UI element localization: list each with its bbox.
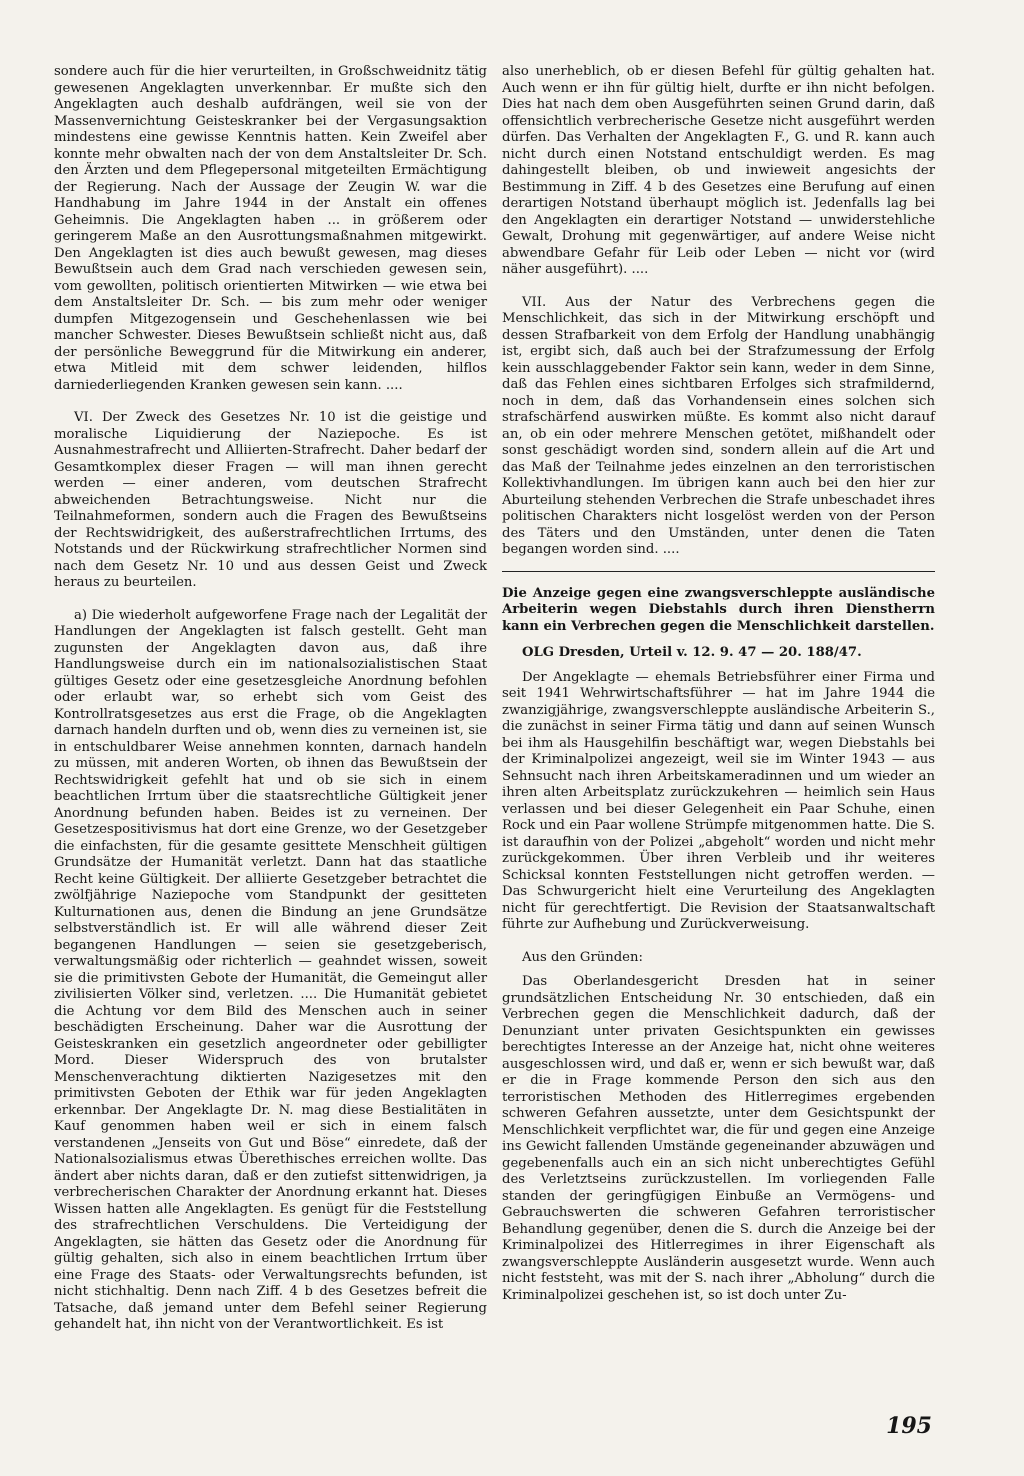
paragraph-continuation-right: also unerheblich, ob er diesen Befehl für gültig gehalten hat. Auch wenn er ihn für gültig hielt, durfte er ihn nicht befolgen. Dies hat nach dem oben Ausgeführten seinen Grund darin, daß offensichtlich verbrecherische Gesetze nicht ausgeführt werden dürfen. Das Verhalten der Angeklagten F., G. und R. kann auch nicht durch einen Notstand entschuldigt werden. Es mag dahingestellt bleiben, ob und inwieweit angesichts der Bestimmung in Ziff. 4 b des Gesetzes eine Berufung auf einen derartigen Notstand überhaupt möglich ist. Jedenfalls lag bei den Angeklagten ein derartiger Notstand — unwiderstehliche Gewalt, Drohung mit gegenwärtiger, auf andere Weise nicht abwendbare Gefahr für Leib oder Leben — nicht vor (wird näher ausgeführt). .... (502, 64, 935, 277)
page-number: 195 (886, 1413, 932, 1439)
paragraph-section-vii: VII. Aus der Natur des Verbrechens gegen die Menschlichkeit, das sich in der Mitwirkung erschöpft und dessen Strafbarkeit von dem Erfolg der Handlung unabhängig ist, ergibt sich, daß auch bei der Strafzumessung der Erfolg kein ausschlaggebender Faktor sein kann, weder in dem Sinne, daß das Fehlen eines sichtbaren Erfolges sich strafmildernd, noch in dem, daß das Vorhandensein eines solchen sich strafschärfend auswirken müßte. Es kommt also nicht darauf an, ob ein oder mehrere Menschen getötet, mißhandelt oder sonst geschädigt worden sind, sondern allein auf die Art und das Maß der Teilnahme jedes einzelnen an den terroristischen Kollektivhandlungen. Im übrigen kann auch bei den hier zur Aburteilung stehenden Verbrechen die Strafe unbeschadet ihres politischen Charakters nicht losgelöst werden von der Person des Täters und den Umständen, unter denen die Taten begangen worden sind. .... (502, 294, 935, 557)
right-column (502, 64, 935, 1304)
section-divider (502, 571, 935, 572)
case-citation: OLG Dresden, Urteil v. 12. 9. 47 — 20. 188/47. (522, 645, 862, 660)
case-facts: Der Angeklagte — ehemals Betriebsführer einer Firma und seit 1941 Wehrwirtschaftsführer — hat im Jahre 1944 die zwanzigjährige, zwangsverschleppte ausländische Arbeiterin S., die zunächst in seiner Firma tätig und dann auf seinen Wunsch bei ihm als Hausgehilfin beschäftigt war, wegen Diebstahls bei der Kriminalpolizei angezeigt, weil sie im Winter 1943 — aus Sehnsucht nach ihren Arbeitskameradinnen und um wieder an ihren alten Arbeitsplatz zurückzukehren — heimlich sein Haus verlassen und bei dieser Gelegenheit ein Paar Schuhe, einen Rock und ein Paar wollene Strümpfe mitgenommen hatte. Die S. ist daraufhin von der Polizei „abgeholt“ worden und nicht mehr zurückgekommen. Über ihren Verbleib und ihr weiteres Schicksal konnten Feststellungen nicht getroffen werden. — Das Schwurgericht hielt eine Verurteilung des Angeklagten nicht für gerechtfertigt. Die Revision der Staatsanwaltschaft führte zur Aufhebung und Zurückverweisung. (502, 669, 935, 932)
paragraph-section-a: a) Die wiederholt aufgeworfene Frage nach der Legalität der Handlungen der Angeklagten ist falsch gestellt. Geht man zugunsten der Angeklagten davon aus, daß ihre Handlungsweise durch ein im nationalsozialistischen Staat gültiges Gesetz oder eine gesetzesgleiche Anordnung befohlen oder erlaubt war, so erhebt sich vom Geist des Kontrollratsgesetzes aus erst die Frage, ob die Angeklagten darnach handeln durften und ob, wenn dies zu verneinen ist, sie in entschuldbarer Weise annehmen konnten, darnach handeln zu müssen, mit anderen Worten, ob ihnen das Bewußtsein der Rechtswidrigkeit gefehlt hat und ob sie sich in einem beachtlichen Irrtum über die staatsrechtliche Gültigkeit jener Anordnung befunden haben. Beides ist zu verneinen. Der Gesetzespositivismus hat dort eine Grenze, wo der Gesetzgeber die einfachsten, für die gesamte gesittete Menschheit gültigen Grundsätze der Humanität verletzt. Dann hat das staatliche Recht keine Gültigkeit. Der alliierte Gesetzgeber betrachtet die zwölfjährige Naziepoche vom Standpunkt der gesitteten Kulturnationen aus, denen die Bindung an jene Grundsätze selbstverständlich ist. Er will alle während dieser Zeit begangenen Handlungen — seien sie gesetzgeberisch, verwaltungsmäßig oder richterlich — geahndet wissen, soweit sie die primitivsten Gebote der Humanität, die Gemeingut aller zivilisierten Völker sind, verletzen. .... Die Humanität gebietet die Achtung vor dem Bild des Menschen auch in seiner beschädigten Erscheinung. Daher war die Ausrottung der Geisteskranken ein gesetzlich angeordneter oder gebilligter Mord. Dieser Widerspruch des von brutalster Menschenverachtung diktierten Nazigesetzes mit den primitivsten Geboten der Ethik war für jeden Angeklagten erkennbar. Der Angeklagte Dr. N. mag diese Bestialitäten in Kauf genommen haben weil er sich in einem falsch verstandenen „Jenseits von Gut und Böse“ einredete, daß der Nationalsozialismus etwas Überethisches erreichen wollte. Das ändert aber nichts daran, daß er den zutiefst sittenwidrigen, ja verbrecherischen Charakter der Anordnung erkannt hat. Dieses Wissen hatten alle Angeklagten. Es genügt für die Feststellung des strafrechtlichen Verschuldens. Die Verteidigung der Angeklagten, sie hätten das Gesetz oder die Anordnung für gültig gehalten, sich also in einem beachtlichen Irrtum über eine Frage des Staats- oder Verwaltungsrechts befunden, ist nicht stichhaltig. Denn nach Ziff. 4 b des Gesetzes befreit die Tatsache, daß jemand unter dem Befehl seiner Regierung gehandelt hat, ihn nicht von der Verantwortlichkeit. Es ist (54, 607, 487, 1332)
paragraph-section-vi: VI. Der Zweck des Gesetzes Nr. 10 ist die geistige und moralische Liquidierung der Naziepoche. Es ist Ausnahmestrafrecht und Alliierten-Strafrecht. Daher bedarf der Gesamtkomplex dieser Fragen — will man ihnen gerecht werden — einer anderen, vom deutschen Strafrecht abweichenden Betrachtungsweise. Nicht nur die Teilnahmeformen, sondern auch die Fragen des Bewußtseins der Rechtswidrigkeit, des außerstrafrechtlichen Irrtums, des Notstands und der Rückwirkung strafrechtlicher Normen sind nach dem Gesetz Nr. 10 und aus dessen Geist und Zweck heraus zu beurteilen. (54, 410, 487, 590)
left-column (54, 64, 487, 1334)
grounds-paragraph: Das Oberlandesgericht Dresden hat in seiner grundsätzlichen Entscheidung Nr. 30 entschieden, daß ein Verbrechen gegen die Menschlichkeit dadurch, daß der Denunziant unter privaten Gesichtspunkten ein gewisses berechtigtes Interesse an der Anzeige hat, nicht ohne weiteres ausgeschlossen wird, und daß er, wenn er sich bewußt war, daß er die in Frage kommende Person den sich aus den terroristischen Methoden des Hitlerregimes ergebenden schweren Gefahren aussetzte, unter dem Gesichtspunkt der Menschlichkeit verpflichtet war, die für und gegen eine Anzeige ins Gewicht fallenden Umstände gegeneinander abzuwägen und gegebenenfalls auch ein an sich nicht unberechtigtes Gefühl des Verletztseins zurückzustellen. Im vorliegenden Falle standen der geringfügigen Einbuße an Vermögens- und Gebrauchswerten die schweren Gefahren terroristischer Behandlung gegenüber, denen die S. durch die Anzeige bei der Kriminalpolizei des Hitlerregimes in ihrer Eigenschaft als zwangsverschleppte Ausländerin ausgesetzt wurde. Wenn auch nicht feststeht, was mit der S. nach ihrer „Abholung“ durch die Kriminalpolizei geschehen ist, so ist doch unter Zu- (502, 974, 935, 1303)
grounds-heading: Aus den Gründen: (522, 949, 643, 965)
case-headline: Die Anzeige gegen eine zwangsverschleppte ausländische Arbeiterin wegen Diebstahls durch ihren Dienstherrn kann ein Verbrechen gegen die Menschlichkeit darstellen. (502, 585, 935, 634)
paragraph-continuation: sondere auch für die hier verurteilten, in Großschweidnitz tätig gewesenen Angeklagten unverkennbar. Er mußte sich den Angeklagten auch deshalb aufdrängen, weil sie von der Massenvernichtung Geisteskranker bei der Vergasungsaktion mindestens eine gewisse Kenntnis hatten. Kein Zweifel aber konnte mehr obwalten nach der von dem Anstaltsleiter Dr. Sch. den Ärzten und dem Pflegepersonal mitgeteilten Ermächtigung der Regierung. Nach der Aussage der Zeugin W. war die Handhabung im Jahre 1944 in der Anstalt ein offenes Geheimnis. Die Angeklagten haben ... in größerem oder geringerem Maße an den Ausrottungsmaßnahmen mitgewirkt. Den Angeklagten ist dies auch bewußt gewesen, mag dieses Bewußtsein auch dem Grad nach verschieden gewesen sein, vom gewollten, politisch orientierten Mitwirken — wie etwa bei dem Anstaltsleiter Dr. Sch. — bis zum mehr oder weniger dumpfen Mitgezogensein und Geschehenlassen wie bei mancher Schwester. Dieses Bewußtsein schließt nicht aus, daß der persönliche Beweggrund für die Mitwirkung ein anderer, etwa Mitleid mit dem schwer leidenden, hilflos darniederliegenden Kranken gewesen sein kann. .... (54, 64, 487, 393)
